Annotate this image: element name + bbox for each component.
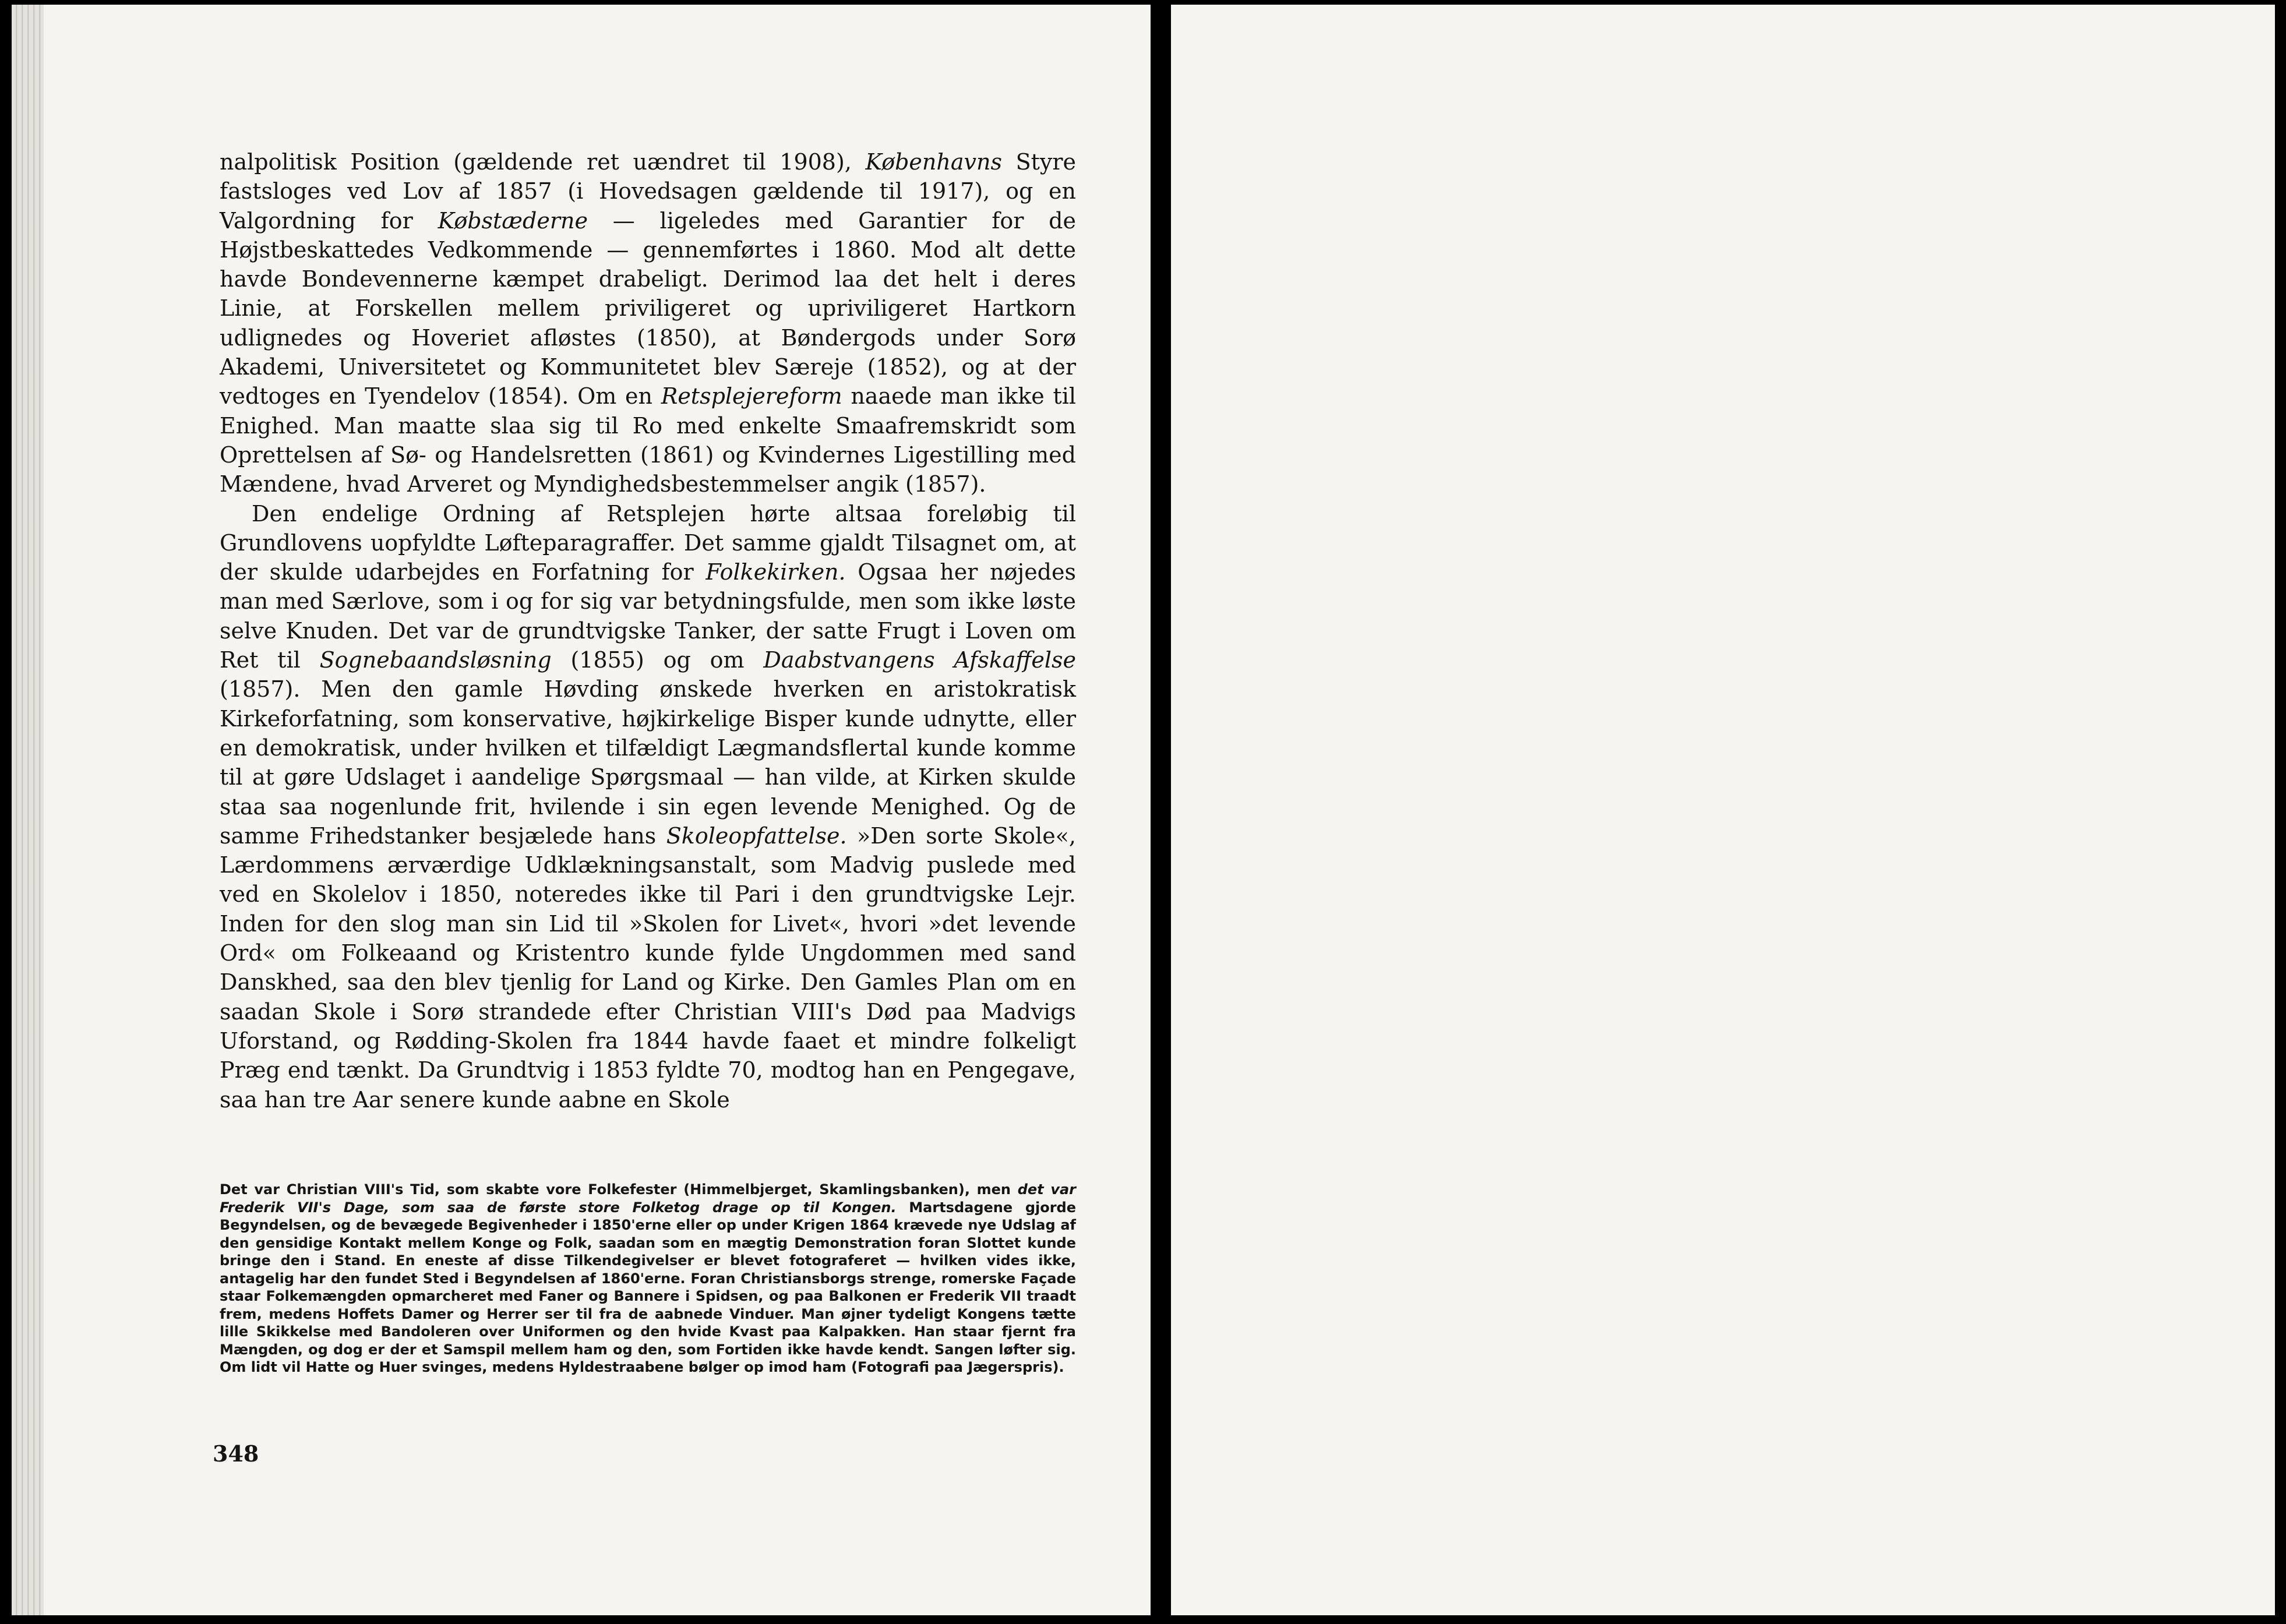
page-number-left: 348: [213, 1441, 259, 1467]
right-page: [1171, 5, 2275, 1615]
body-text: [220, 147, 1076, 1114]
page-stack-edge: [12, 5, 44, 1615]
body-paragraph-1: nalpolitisk Position (gældende ret uændret til 1908), Københavns Styre fastsloges ved Lov af 1857 (i Hovedsagen gældende til 1917), og en Valgordning for Købstæderne — ligeledes med Garantier for de Højstbeskattedes Vedkommende — gennemførtes i 1860. Mod alt dette havde Bondevennerne kæmpet drabeligt. Derimod laa det helt i deres Linie, at Forskellen mellem priviligeret og upriviligeret Hartkorn udlignedes og Hoveriet afløstes (1850), at Bøndergods under Sorø Akademi, Universitetet og Kommunitetet blev Særeje (1852), og at der vedtoges en Tyendelov (1854). Om en Retsplejereform naaede man ikke til Enighed. Man maatte slaa sig til Ro med enkelte Smaafremskridt som Oprettelsen af Sø- og Handelsretten (1861) og Kvindernes Ligestilling med Mændene, hvad Arveret og Myndighedsbestemmelser angik (1857).: [220, 149, 1077, 497]
photo-description-note: Det var Christian VIII's Tid, som skabte vore Folkefester (Himmelbjerget, Skamlingsbanken), men det var Frederik VII's Dage, som saa de første store Folketog drage op til Kongen. Martsdagene gjorde Begyndelsen, og de bevægede Begivenheder i 1850'erne eller op under Krigen 1864 krævede nye Udslag af den gensidige Kontakt mellem Konge og Folk, saadan som en mægtig Demonstration foran Slottet kunde bringe den i Stand. En eneste af disse Tilkendegivelser er blevet fotograferet — hvilken vides ikke, antagelig har den fundet Sted i Begyndelsen af 1860'erne. Foran Christiansborgs strenge, romerske Façade staar Folkemængden opmarcheret med Faner og Bannere i Spidsen, og paa Balkonen er Frederik VII traadt frem, medens Hoffets Damer og Herrer ser til fra de aabnede Vinduer. Man øjner tydeligt Kongens tætte lille Skikkelse med Bandoleren over Uniformen og den hvide Kvast paa Kalpakken. Han staar fjernt fra Mængden, og dog er der et Samspil mellem ham og den, som Fortiden ikke havde kendt. Sangen løfter sig. Om lidt vil Hatte og Huer svinges, medens Hyldestraabene bølger op imod ham (Fotografi paa Jægerspris).: [220, 1181, 1077, 1375]
body-paragraph-2: Den endelige Ordning af Retsplejen hørte altsaa foreløbig til Grundlovens uopfyldte Løfteparagraffer. Det samme gjaldt Tilsagnet om, at der skulde udarbejdes en Forfatning for Folkekirken. Ogsaa her nøjedes man med Særlove, som i og for sig var betydningsfulde, men som ikke løste selve Knuden. Det var de grundtvigske Tanker, der satte Frugt i Loven om Ret til Sognebaandsløsning (1855) og om Daabstvangens Afskaffelse (1857). Men den gamle Høvding ønskede hverken en aristokratisk Kirkeforfatning, som konservative, højkirkelige Bisper kunde udnytte, eller en demokratisk, under hvilken et tilfældigt Lægmandsflertal kunde komme til at gøre Udslaget i aandelige Spørgsmaal — han vilde, at Kirken skulde staa saa nogenlunde frit, hvilende i sin egen levende Menighed. Og de samme Frihedstanker besjælede hans Skoleopfattelse. »Den sorte Skole«, Lærdommens ærværdige Udklækningsanstalt, som Madvig puslede med ved en Skolelov i 1850, noteredes ikke til Pari i den grundtvigske Lejr. Inden for den slog man sin Lid til »Skolen for Livet«, hvori »det levende Ord« om Folkeaand og Kristentro kunde fylde Ungdommen med sand Danskhed, saa den blev tjenlig for Land og Kirke. Den Gamles Plan om en saadan Skole i Sorø strandede efter Christian VIII's Død paa Madvigs Uforstand, og Rødding-Skolen fra 1844 havde faaet et mindre folkeligt Præg end tænkt. Da Grundtvig i 1853 fyldte 70, modtog han en Pengegave, saa han tre Aar senere kunde aabne en Skole: [220, 500, 1077, 1113]
left-page: [12, 5, 1151, 1615]
